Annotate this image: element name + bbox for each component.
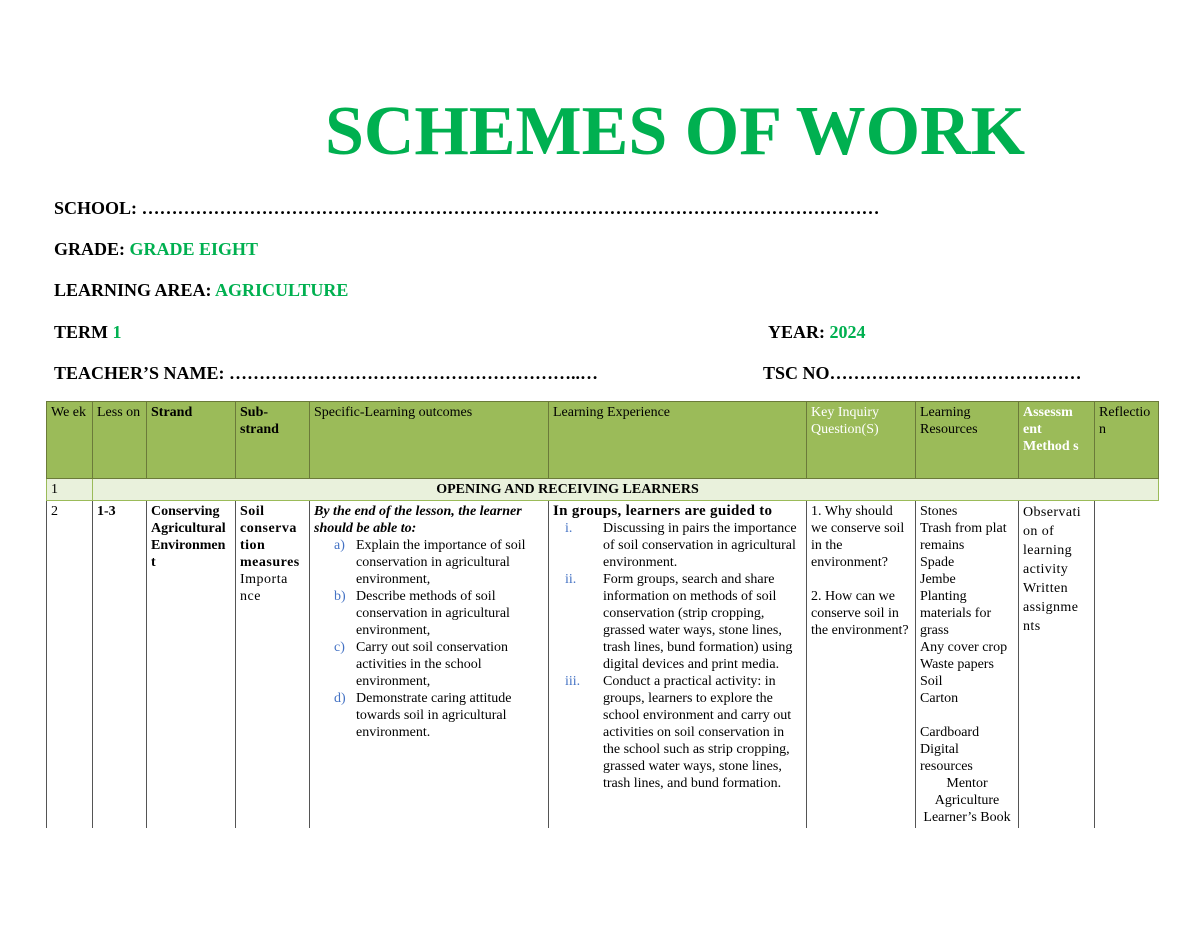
header-substrand: Sub- strand bbox=[236, 402, 310, 479]
school-label: SCHOOL: bbox=[54, 198, 138, 218]
opening-text: OPENING AND RECEIVING LEARNERS bbox=[93, 479, 1159, 501]
row-reflection bbox=[1095, 501, 1159, 829]
tsc-label: TSC NO bbox=[763, 363, 830, 383]
substrand-subtitle: Importa nce bbox=[240, 572, 288, 604]
list-marker: a) bbox=[334, 538, 345, 553]
list-marker: ii. bbox=[565, 572, 577, 587]
learning-area-label: LEARNING AREA: bbox=[54, 280, 212, 300]
list-marker: i. bbox=[565, 521, 573, 536]
school-field bbox=[54, 198, 880, 219]
resource-item: Trash from plat remains bbox=[920, 521, 1007, 553]
term-label: TERM bbox=[54, 322, 108, 342]
row-experience bbox=[549, 501, 807, 829]
grade-value: GRADE EIGHT bbox=[129, 239, 259, 259]
list-item-text: Conduct a practical activity: in groups, learners to explore the school environment and carry out activities on soil conservation in the school such as strip cropping, grassed water ways, stone lines, trash lines, and bund formation. bbox=[603, 674, 792, 791]
term-field bbox=[54, 322, 122, 343]
experience-list bbox=[553, 520, 802, 792]
header-reflection: Reflectio n bbox=[1095, 402, 1159, 479]
header-week: We ek bbox=[47, 402, 93, 479]
header-lesson: Less on bbox=[93, 402, 147, 479]
list-item-text: Discussing in pairs the importance of soil conservation in agricultural environment. bbox=[603, 521, 797, 570]
list-item-text: Explain the importance of soil conservation in agricultural environment, bbox=[356, 538, 526, 587]
inquiry-question-1: 1. Why should we conserve soil in the environment? bbox=[811, 504, 905, 570]
page-title: SCHEMES OF WORK bbox=[324, 93, 1026, 170]
row-assessment: Observati on of learning activity Written assignme nts bbox=[1019, 501, 1095, 829]
list-item bbox=[314, 537, 544, 588]
list-item-text: Demonstrate caring attitude towards soil in agricultural environment. bbox=[356, 691, 512, 740]
resource-item: Spade bbox=[920, 555, 955, 570]
table-row-opening bbox=[47, 479, 1159, 501]
tsc-value: …………………………………… bbox=[829, 363, 1082, 383]
year-value: 2024 bbox=[829, 322, 866, 342]
list-item bbox=[553, 673, 802, 792]
resource-book: Mentor Agriculture Learner’s Book bbox=[923, 776, 1011, 825]
list-item bbox=[314, 588, 544, 639]
tsc-field bbox=[763, 363, 1082, 384]
row-inquiry bbox=[807, 501, 916, 829]
grade-label: GRADE: bbox=[54, 239, 125, 259]
year-label: YEAR: bbox=[768, 322, 825, 342]
experience-intro: In groups, learners are guided to bbox=[553, 503, 773, 519]
teacher-value: …………………………………………………..… bbox=[229, 363, 599, 383]
header-assessment: Assessm ent Method s bbox=[1019, 402, 1095, 479]
list-marker: d) bbox=[334, 691, 346, 706]
resource-item: Jembe bbox=[920, 572, 956, 587]
inquiry-question-2: 2. How can we conserve soil in the environment? bbox=[811, 589, 909, 638]
learning-area-value: AGRICULTURE bbox=[215, 280, 349, 300]
learning-area-field bbox=[54, 280, 348, 301]
resource-item: Soil bbox=[920, 674, 943, 689]
row-resources bbox=[916, 501, 1019, 829]
grade-field bbox=[54, 239, 258, 260]
row-week: 2 bbox=[47, 501, 93, 829]
row-strand: Conserving Agricultural Environmen t bbox=[147, 501, 236, 829]
list-item-text: Describe methods of soil conservation in agricultural environment, bbox=[356, 589, 510, 638]
list-item bbox=[314, 690, 544, 741]
list-item bbox=[553, 520, 802, 571]
list-item bbox=[553, 571, 802, 673]
resource-item: Digital resources bbox=[920, 742, 973, 774]
outcomes-intro: By the end of the lesson, the learner should be able to: bbox=[314, 504, 522, 536]
outcomes-list bbox=[314, 537, 544, 741]
year-field bbox=[768, 322, 866, 343]
header-outcomes: Specific-Learning outcomes bbox=[310, 402, 549, 479]
resource-item: Carton bbox=[920, 691, 959, 706]
header-experience: Learning Experience bbox=[549, 402, 807, 479]
opening-week: 1 bbox=[47, 479, 93, 501]
list-marker: b) bbox=[334, 589, 346, 604]
school-value: …………………………………………………………………………………………………………… bbox=[141, 198, 880, 218]
list-item-text: Carry out soil conservation activities in the school environment, bbox=[356, 640, 509, 689]
resource-item: Any cover crop bbox=[920, 640, 1008, 655]
row-substrand bbox=[236, 501, 310, 829]
table-header-row bbox=[47, 402, 1159, 479]
row-lesson: 1-3 bbox=[93, 501, 147, 829]
list-marker: c) bbox=[334, 640, 345, 655]
row-outcomes bbox=[310, 501, 549, 829]
table-row bbox=[47, 501, 1159, 829]
resource-item: Waste papers bbox=[920, 657, 994, 672]
resource-item: Planting materials for grass bbox=[920, 589, 992, 638]
header-strand: Strand bbox=[147, 402, 236, 479]
substrand-title: Soil conserva tion measures bbox=[240, 504, 300, 570]
list-item-text: Form groups, search and share information on methods of soil conservation (strip cropping, grassed water ways, stone lines, trash lines, bund formation) using digital devices and print media. bbox=[603, 572, 793, 672]
teacher-field bbox=[54, 363, 598, 384]
list-item bbox=[314, 639, 544, 690]
list-marker: iii. bbox=[565, 674, 581, 689]
header-resources: Learning Resources bbox=[916, 402, 1019, 479]
teacher-label: TEACHER’S NAME: bbox=[54, 363, 225, 383]
resource-item: Stones bbox=[920, 504, 958, 519]
schemes-table bbox=[46, 401, 1159, 828]
term-value: 1 bbox=[112, 322, 122, 342]
header-inquiry: Key Inquiry Question(S) bbox=[807, 402, 916, 479]
resource-item: Cardboard bbox=[920, 725, 980, 740]
